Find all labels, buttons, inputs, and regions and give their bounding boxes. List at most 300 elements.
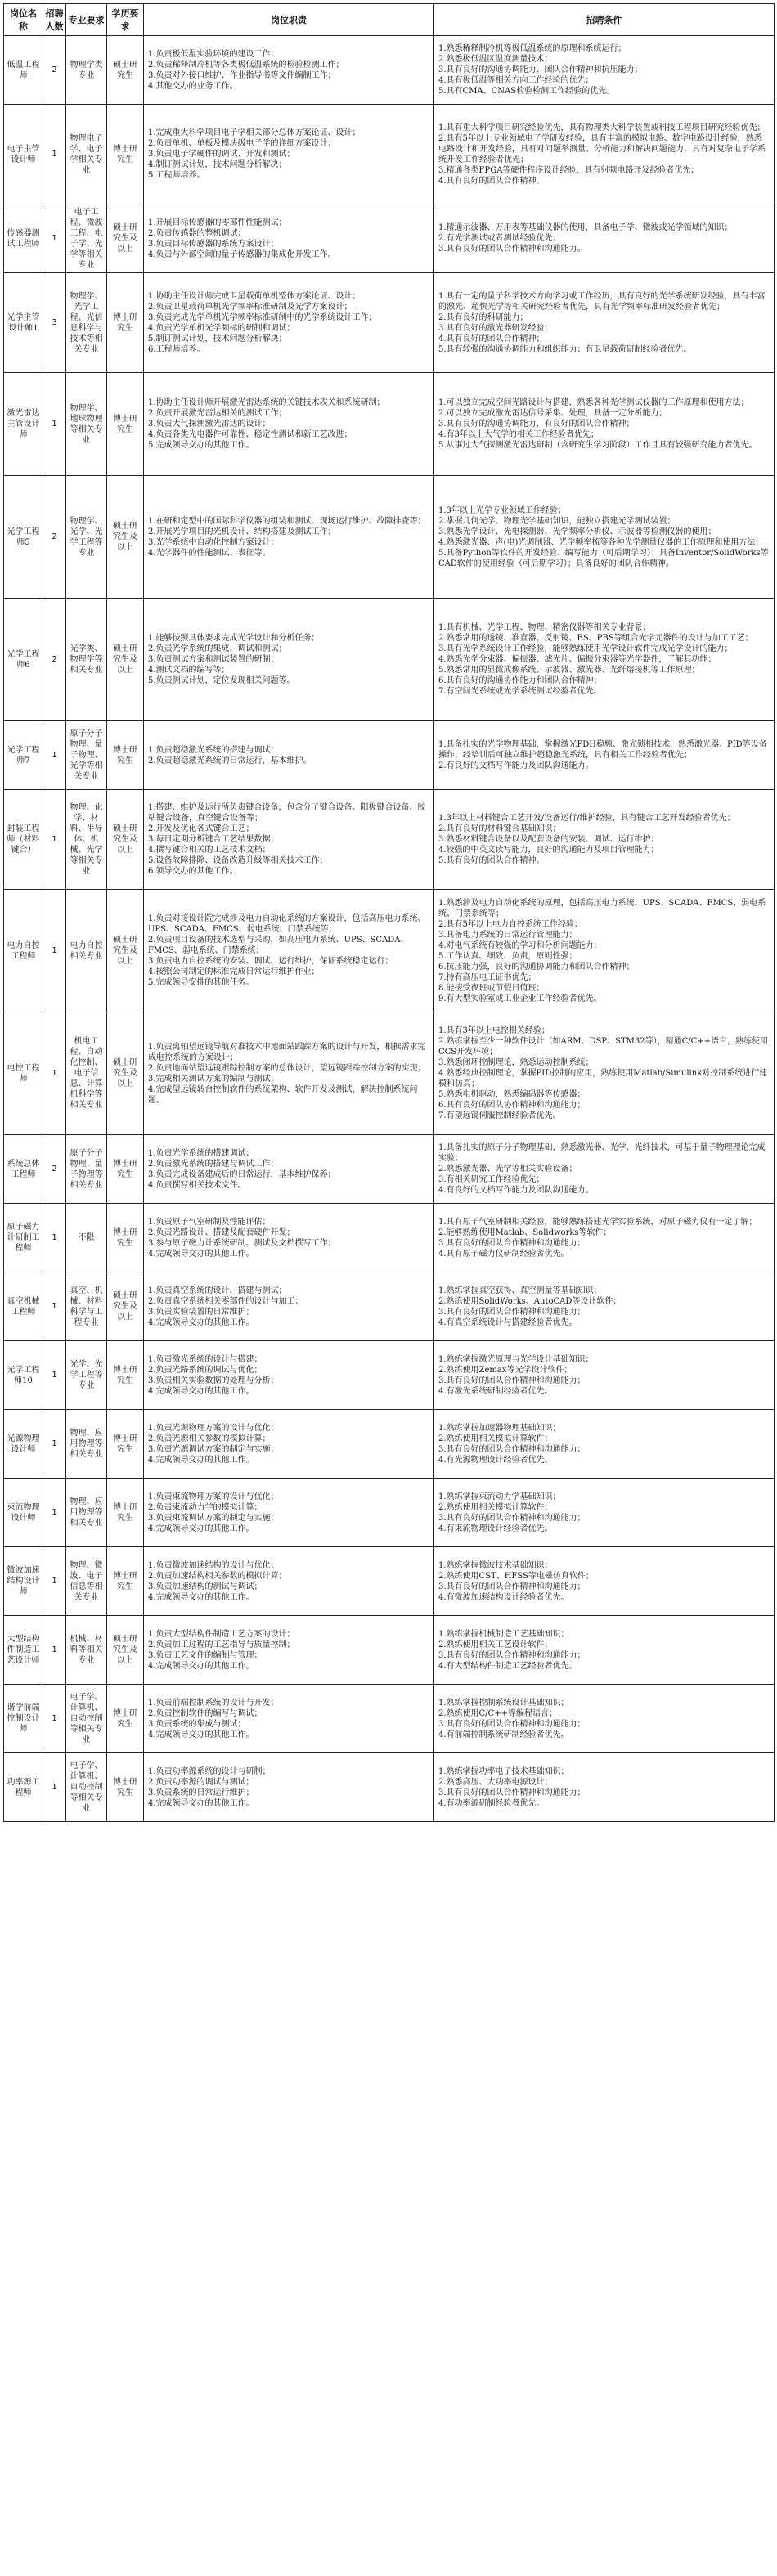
table-row (4, 1616, 775, 1685)
duty-item: 4.按照公司制定的标准完成日常运行维护作业； (148, 967, 320, 976)
position-name-cell: 光学工程师6 (4, 599, 43, 721)
table-row (4, 204, 775, 273)
headcount-cell: 1 (43, 1012, 66, 1135)
major-cell: 不限 (66, 1204, 107, 1272)
recruitment-table (3, 3, 775, 1822)
duty-item: 4.撰写键合相关的工艺技术文档； (148, 846, 271, 855)
duty-item: 5.完成领导安排的其他任务。 (148, 978, 254, 987)
condition-item: 8.能接受夜班或节假日值班； (438, 983, 545, 993)
condition-item: 4.有束流物理设计经验者优先。 (438, 1524, 553, 1533)
duty-item: 5.制订测试计划，技术问题分析解决； (148, 334, 287, 343)
major-cell: 物理学、地球物理等相关专业 (66, 373, 107, 476)
duty-item: 3.完成相关测试方案的编制与测试； (148, 1074, 279, 1084)
condition-item: 1.熟练掌握激光原理与光学设计基础知识； (438, 1354, 594, 1364)
duty-item: 5.负责测试计划，定位发现相关问题等。 (148, 676, 295, 685)
duty-item: 3.光学系统中自动化控制方案设计； (148, 537, 279, 547)
duty-item: 2.负责传感器的整机调试； (148, 228, 246, 238)
conditions-cell (434, 1204, 775, 1272)
table-row (4, 373, 775, 476)
duty-item: 2.负责卫星载荷单机光学频率标准研制及光学方案设计； (148, 302, 353, 312)
condition-item: 9.有大型实验室或工业企业工作经验者优先。 (438, 994, 602, 1003)
duty-item: 2.开发及优化各式键合工艺； (148, 824, 254, 833)
conditions-cell (434, 1685, 775, 1753)
condition-item: 3.具有良好的团队合作精神和沟通能力； (438, 1513, 586, 1523)
conditions-cell (434, 790, 775, 890)
condition-item: 1.熟练掌握功率电子技术基础知识； (438, 1766, 569, 1776)
duty-item: 2.负责功率源的调试与测试； (148, 1777, 254, 1787)
duty-item: 1.负责大型结构件制造工艺方案的设计； (148, 1629, 295, 1639)
duty-item: 2.负责加工过程的工艺指导与质量控制； (148, 1640, 295, 1649)
duty-item: 6.工程师培养。 (148, 344, 205, 354)
table-row (4, 1135, 775, 1204)
major-cell: 物理、化学、材料、半导体、机械、光学等相关专业 (66, 790, 107, 890)
duty-item: 4.负责与外部空间的量子传感器的集成化开发工作。 (148, 249, 336, 259)
major-cell: 原子分子物理、量子物理、光学等相关专业 (66, 721, 107, 790)
table-row (4, 790, 775, 890)
duties-cell (144, 273, 434, 373)
duty-item: 1.负责微波加速结构的设计与优化； (148, 1560, 279, 1570)
duty-item: 2.负责真空系统相关零部件的设计与加工； (148, 1296, 303, 1306)
conditions-cell (434, 599, 775, 721)
header-position-name: 岗位名称 (4, 4, 43, 36)
duty-item: 1.负责束流物理方案的设计与优化； (148, 1492, 279, 1501)
education-cell: 博士研究生 (107, 721, 144, 790)
condition-item: 3.有相关研究工作经验优先； (438, 1175, 545, 1184)
duty-item: 4.其他交办的业务工作。 (148, 81, 238, 91)
table-row (4, 1685, 775, 1753)
table-row (4, 599, 775, 721)
duty-item: 2.负责项目设备的技术选型与采购，如高压电力系统、UPS、SCADA、FMCS、弱电系统、门禁系统； (148, 936, 409, 955)
table-row (4, 890, 775, 1012)
condition-item: 2.熟悉常用的透镜、准直器、反射镜、BS、PBS等组合光学元器件的设计与加工工艺； (438, 634, 753, 643)
condition-item: 2.熟练使用CST、HFSS等电磁仿真软件； (438, 1571, 594, 1581)
condition-item: 4.有良好的文档写作能力及团队沟通能力。 (438, 1186, 594, 1195)
headcount-cell: 1 (43, 790, 66, 890)
position-name-cell: 真空机械工程师 (4, 1272, 43, 1341)
table-row (4, 36, 775, 105)
condition-item: 2.可以独立完成激光雷达信号采集、处理，具备一定分析能力； (438, 409, 667, 418)
headcount-cell: 1 (43, 1410, 66, 1479)
condition-item: 7.有望远镜伺服控制经验者优先。 (438, 1111, 561, 1120)
condition-item: 3.具有良好的团队合作精神和沟通能力； (438, 1650, 586, 1660)
header-major: 专业要求 (66, 4, 107, 36)
duty-item: 2.负责激光系统的搭建与调试工作； (148, 1159, 279, 1169)
duties-cell (144, 1547, 434, 1616)
condition-item: 2.熟练使用C/C++等编程语言； (438, 1708, 557, 1718)
education-cell: 硕士研究生及以上 (107, 1272, 144, 1341)
duties-cell (144, 890, 434, 1012)
condition-item: 4.有光源物理设计经验者优先。 (438, 1455, 553, 1465)
major-cell: 物理电子学、电子学相关专业 (66, 105, 107, 204)
education-cell: 博士研究生 (107, 1753, 144, 1822)
conditions-cell (434, 721, 775, 790)
duty-item: 1.协助主任设计师完成卫星载荷单机整体方案论证、设计； (148, 291, 361, 301)
major-cell: 物理、应用物理等相关专业 (66, 1479, 107, 1547)
conditions-cell (434, 204, 775, 273)
condition-item: 2.熟练掌握至少一种软件设计（如ARM、DSP、STM32等），精通C/C++语言，熟练使用CCS开发环境； (438, 1037, 769, 1057)
condition-item: 1.熟练掌握加速器物理基础知识； (438, 1423, 561, 1433)
duty-item: 2.负责单机、单板及模块级电子学的详细方案设计； (148, 139, 336, 148)
major-cell: 原子分子物理、量子物理等相关专业 (66, 1135, 107, 1204)
duties-cell (144, 1341, 434, 1410)
position-name-cell: 光学工程师7 (4, 721, 43, 790)
header-headcount: 招聘人数 (43, 4, 66, 36)
headcount-cell: 1 (43, 1272, 66, 1341)
duty-item: 4.光学器件的性能测试、表征等。 (148, 548, 271, 558)
duty-item: 5.设备故障排除、设备改造升级等相关技术工作； (148, 856, 328, 865)
conditions-cell (434, 1616, 775, 1685)
position-name-cell: 原子磁力计研制工程师 (4, 1204, 43, 1272)
duty-item: 2.负责控制软件的编写与调试； (148, 1708, 263, 1718)
duty-item: 3.负责大气探测激光雷达的设计； (148, 420, 271, 429)
headcount-cell: 3 (43, 273, 66, 373)
headcount-cell: 1 (43, 1479, 66, 1547)
header-duties: 岗位职责 (144, 4, 434, 36)
duty-item: 2.负责光源相关参数的模拟计算； (148, 1434, 271, 1443)
duty-item: 2.负责开展激光雷达相关的测试工作； (148, 409, 287, 418)
condition-item: 3.具有光学系统设计工作经验，能够熟练使用光学设计软件完成光学设计的能力； (438, 644, 733, 653)
duty-item: 3.负责对外接口维护、作业指导书等文件编制工作； (148, 70, 336, 80)
duty-item: 2.负责加速结构相关参数的模拟计算； (148, 1571, 287, 1581)
duties-cell (144, 1204, 434, 1272)
duty-item: 4.负责撰写相关技术文件。 (148, 1180, 246, 1190)
headcount-cell: 1 (43, 1685, 66, 1753)
position-name-cell: 束流物理设计师 (4, 1479, 43, 1547)
conditions-cell (434, 373, 775, 476)
duty-item: 2.负责束流动力学的模拟计算； (148, 1502, 263, 1512)
condition-item: 2.有良好的文档写作能力及团队沟通能力。 (438, 761, 594, 770)
position-name-cell: 大型结构件制造工艺设计师 (4, 1616, 43, 1685)
duty-item: 4.制订测试计划，技术问题分析解决； (148, 160, 287, 169)
duty-item: 3.负责测试方案和测试装置的研制； (148, 655, 279, 664)
condition-item: 4.具有极低温等相关方向工作经验的优先； (438, 76, 594, 85)
headcount-cell: 1 (43, 890, 66, 1012)
condition-item: 1.熟练掌握控制系统设计基础知识； (438, 1698, 569, 1708)
table-row (4, 1272, 775, 1341)
table-row (4, 273, 775, 373)
duty-item: 3.负责光源调试方案的制定与实施； (148, 1444, 279, 1454)
condition-item: 3.具有良好的团队合作精神和沟通能力； (438, 1307, 586, 1317)
duty-item: 3.负责电子学硬件的调试、开发和测试； (148, 150, 295, 159)
condition-item: 4.有大型结构件制造工艺经验者优先。 (438, 1661, 577, 1671)
duty-item: 3.每日定期分析键合工艺结果数据； (148, 835, 279, 844)
duty-item: 1.负责超稳激光系统的搭建与调试； (148, 745, 279, 755)
duty-item: 1.负责对接设计院完成涉及电力自动化系统的方案设计，包括高压电力系统、UPS、SCADA、FMCS、弱电系统、门禁系统等； (148, 914, 426, 934)
conditions-cell (434, 1547, 775, 1616)
duty-item: 2.负责光学系统的集成、调试和测试； (148, 644, 287, 653)
condition-item: 5.具备Python等软件的开发经验、编写能力（可后期学习）；具备Inventor/SolidWorks等CAD软件的使用经验（可后期学习）；具备良好的团队合作精神。 (438, 548, 769, 568)
education-cell: 硕士研究生及以上 (107, 890, 144, 1012)
condition-item: 3.具有良好的团队合作精神和沟通能力； (438, 1238, 586, 1248)
position-name-cell: 光学主管设计师1 (4, 273, 43, 373)
headcount-cell: 1 (43, 1547, 66, 1616)
conditions-cell (434, 1753, 775, 1822)
condition-item: 7.有空间光系统或光学系统测试经验者优先。 (438, 687, 602, 696)
education-cell: 博士研究生 (107, 1135, 144, 1204)
duties-cell (144, 1479, 434, 1547)
condition-item: 1.熟悉稀释制冷机等极低温系统的原理和系统运行； (438, 44, 627, 53)
headcount-cell: 1 (43, 721, 66, 790)
position-name-cell: 低温工程师 (4, 36, 43, 105)
headcount-cell: 1 (43, 373, 66, 476)
condition-item: 4.熟悉光学分束器、偏振器、滤光片、偏振分束器等光学器件，了解其功能； (438, 655, 716, 664)
condition-item: 7.持有高压电工证书优先； (438, 972, 537, 982)
position-name-cell: 光源物理设计师 (4, 1410, 43, 1479)
conditions-cell (434, 1410, 775, 1479)
major-cell: 机电工程、自动化控制、电子信息、计算机科学等相关专业 (66, 1012, 107, 1135)
condition-item: 1.3年以上材料键合工艺开发/设备运行/维护经验，具有键合工艺开发经验者优先； (438, 814, 735, 823)
condition-item: 6.具有良好的团队协作精神和沟通能力； (438, 1101, 586, 1110)
duty-item: 1.负责原子气室研制及性能评估； (148, 1217, 271, 1227)
position-name-cell: 系统总体工程师 (4, 1135, 43, 1204)
duty-item: 1.负责前端控制系统的设计与开发； (148, 1698, 279, 1708)
condition-item: 1.可以独立完成空间光路设计与搭建，熟悉各种光学测试仪器的工作原理和使用方法； (438, 398, 749, 407)
duty-item: 2.负责光路设计、搭建及配套硬件开发； (148, 1227, 295, 1237)
position-name-cell: 功率源工程师 (4, 1753, 43, 1822)
duty-item: 3.负责完成设备建成后的日常运行，基本维护保养； (148, 1169, 336, 1179)
condition-item: 2.掌握几何光学、物理光学基础知识，能独立搭建光学测试装置； (438, 516, 676, 526)
major-cell: 物理学、光学、光学工程等专业 (66, 476, 107, 599)
duty-item: 4.完成领导交办的其他工作。 (148, 1386, 254, 1396)
condition-item: 3.具有良好的沟通协调能力，有良好的团队合作精神； (438, 420, 635, 429)
duties-cell (144, 204, 434, 273)
condition-item: 1.熟练掌握微波技术基础知识； (438, 1560, 553, 1570)
conditions-cell (434, 1479, 775, 1547)
duties-cell (144, 36, 434, 105)
duty-item: 2.负责超稳激光系统的日常运行，基本维护。 (148, 756, 312, 765)
duties-cell (144, 1753, 434, 1822)
duty-item: 4.完成领导交办的其他工作。 (148, 1249, 254, 1259)
condition-item: 3.具有良好的团队合作精神和沟通能力； (438, 1376, 586, 1385)
position-name-cell: 谐学前端控制设计师 (4, 1685, 43, 1753)
duty-item: 3.负责实验装置的日常维护； (148, 1307, 254, 1317)
condition-item: 1.具有原子气室研制相关经验，能够熟练搭建光学实验系统，对原子磁力仪有一定了解； (438, 1217, 757, 1227)
condition-item: 1.熟悉涉及电力自动化系统的原理，包括高压电力系统、UPS、SCADA、FMCS、弱电系统、门禁系统等； (438, 898, 766, 918)
major-cell: 物理、应用物理等相关专业 (66, 1410, 107, 1479)
condition-item: 3.熟悉材料键合设备以及配套设备的安装、调试、运行维护； (438, 835, 659, 844)
condition-item: 5.从事过大气探测激光雷达研制（含研究生学习阶段）工作且具有较强研究能力者优先。 (438, 441, 757, 450)
condition-item: 2.能够熟练使用Matlab、Solidworks等软件； (438, 1227, 612, 1237)
education-cell: 博士研究生 (107, 273, 144, 373)
education-cell: 博士研究生 (107, 373, 144, 476)
major-cell: 电子学、计算机、自动控制等相关专业 (66, 1753, 107, 1822)
condition-item: 4.较强的中英文读写能力，良好的沟通能力及项目管理能力； (438, 846, 659, 855)
duty-item: 1.负责光源物理方案的设计与优化； (148, 1423, 279, 1433)
condition-item: 4.熟悉激光器、声(电)光调制器、光学频率梳等各种光学测量仪器的工作原理和使用方法； (438, 537, 764, 547)
condition-item: 2.熟悉高压、大功率电源设计； (438, 1777, 553, 1787)
headcount-cell: 1 (43, 1616, 66, 1685)
condition-item: 2.熟悉极低温区温度测量技术； (438, 55, 553, 64)
major-cell: 物理、微波、电子信息等相关专业 (66, 1547, 107, 1616)
condition-item: 3.具有良好的激光器研发经验； (438, 323, 553, 333)
condition-item: 4.有功率源研制经验者优先。 (438, 1798, 545, 1808)
headcount-cell: 2 (43, 36, 66, 105)
condition-item: 4.对电气系统有较强的学习和分析问题能力； (438, 940, 602, 950)
duties-cell (144, 1272, 434, 1341)
duties-cell (144, 599, 434, 721)
duty-item: 4.完成领导交办的其他工作。 (148, 1524, 254, 1533)
condition-item: 1.具有一定的量子科学技术方向学习或工作经历，具有良好的光学系统研发经验，具有丰富的激光、超快光学等相关研究经验者优先，具有光学频率标准研发经验者优先； (438, 291, 766, 312)
condition-item: 1.具有重大科学项目研究经验优先，具有物理类大科学装置或科技工程项目研究经验优先； (438, 123, 766, 132)
duty-item: 3.负责目标传感器的系统方案设计； (148, 239, 279, 249)
condition-item: 3.具有良好的团队合作精神和沟通能力； (438, 1788, 586, 1797)
condition-item: 3.熟悉光学设计、光电探测器、光学频率分析仪、示波器等检测仪器的使用； (438, 527, 716, 536)
conditions-cell (434, 36, 775, 105)
condition-item: 4.有微波加速结构设计经验者优先。 (438, 1592, 569, 1602)
education-cell: 硕士研究生及以上 (107, 476, 144, 599)
position-name-cell: 光学工程师5 (4, 476, 43, 599)
condition-item: 1.3年以上光学专业领域工作经验； (438, 505, 566, 515)
duties-cell (144, 721, 434, 790)
education-cell: 硕士研究生及以上 (107, 790, 144, 890)
condition-item: 3.具有良好的团队合作精神和沟通能力。 (438, 245, 586, 254)
duty-item: 4.负责光学单机光学频标的研制和调试； (148, 323, 295, 333)
position-name-cell: 电控工程师 (4, 1012, 43, 1135)
table-row (4, 721, 775, 790)
headcount-cell: 2 (43, 476, 66, 599)
position-name-cell: 传感器测试工程师 (4, 204, 43, 273)
major-cell: 电力自控相关专业 (66, 890, 107, 1012)
condition-item: 2.具有良好的材料键合基础知识； (438, 824, 561, 833)
duties-cell (144, 476, 434, 599)
education-cell: 硕士研究生及以上 (107, 1012, 144, 1135)
major-cell: 机械、材料等相关专业 (66, 1616, 107, 1685)
duties-cell (144, 1135, 434, 1204)
condition-item: 1.具备扎实的光学物理基础，掌握激光PDH稳频、激光锁相技术，熟悉激光器、PID等设备操作，经培训后可独立维护超稳激光系统，具有相关工作经验者优先； (438, 740, 767, 760)
education-cell: 硕士研究生及以上 (107, 1616, 144, 1685)
duty-item: 1.协助主任设计师开展激光雷达系统的关键技术攻关和系统研制； (148, 398, 385, 407)
headcount-cell: 1 (43, 105, 66, 204)
duty-item: 4.完成领导交办的其他工作。 (148, 1798, 254, 1808)
condition-item: 5.具有CMA、CNAS检验检测工作经验的优先。 (438, 87, 615, 96)
duty-item: 1.负责极低温实验环境的建设工作； (148, 49, 279, 59)
major-cell: 光学、光学工程等专业 (66, 1341, 107, 1410)
duty-item: 3.负责工艺文件的编制与管理； (148, 1650, 263, 1660)
duty-item: 1.在研和定型中的国际科学仪器的组装和测试、现场运行维护、故障排查等； (148, 516, 426, 526)
education-cell: 博士研究生 (107, 1204, 144, 1272)
header-education: 学历要求 (107, 4, 144, 36)
duty-item: 3.负责系统的集成与测试； (148, 1719, 246, 1729)
duty-item: 1.能够按照具体要求完成光学设计和分析任务； (148, 634, 320, 643)
headcount-cell: 1 (43, 1753, 66, 1822)
condition-item: 2.具有良好的科研能力； (438, 312, 528, 322)
duty-item: 3.参与原子磁力计系统研制、测试及文档撰写工作； (148, 1238, 336, 1248)
condition-item: 2.具有5年以上专业领域电子学研发经验，具有丰富的模拟电路、数字电路设计经验，熟悉电路设计和开发经验，具有对问题举测量、分析能力和解决问题能力，具有对复杂电子学系统开发工作经验者优先； (438, 133, 766, 164)
duties-cell (144, 373, 434, 476)
condition-item: 4.具有良好的团队合作精神； (438, 334, 545, 343)
conditions-cell (434, 105, 775, 204)
recruitment-page (3, 3, 774, 1822)
headcount-cell: 1 (43, 1204, 66, 1272)
condition-item: 2.熟练使用相关模拟计算软件； (438, 1502, 553, 1512)
duty-item: 3.负责系统的日常运行维护； (148, 1788, 254, 1797)
condition-item: 5.具有良好的团队合作精神。 (438, 856, 545, 865)
conditions-cell (434, 1135, 775, 1204)
duty-item: 2.开展光学项目的光机设计、结构搭建及测试工作； (148, 527, 336, 536)
conditions-cell (434, 890, 775, 1012)
conditions-cell (434, 476, 775, 599)
table-row (4, 1753, 775, 1822)
condition-item: 1.熟练掌握束流动力学基础知识； (438, 1492, 561, 1501)
duty-item: 5.工程师培养。 (148, 171, 205, 180)
education-cell: 硕士研究生及以上 (107, 204, 144, 273)
position-name-cell: 光学工程师10 (4, 1341, 43, 1410)
condition-item: 4.具有原子磁力仪研制经验者优先。 (438, 1249, 569, 1259)
position-name-cell: 微波加速结构设计师 (4, 1547, 43, 1616)
education-cell: 博士研究生 (107, 105, 144, 204)
duty-item: 4.完成望远镜转台控制软件的系统架构、软件开发及测试，解决控制系统问题。 (148, 1084, 418, 1105)
duty-item: 1.完成重大科学项目电子学相关部分总体方案论证、设计； (148, 128, 361, 137)
education-cell: 硕士研究生及以上 (107, 599, 144, 721)
duty-item: 2.负责光路系统的调试与优化； (148, 1365, 263, 1375)
condition-item: 4.熟悉经典控制理论，掌握PID控制的应用，熟练使用Matlab/Simulink对控制系统进行建模和仿真； (438, 1069, 768, 1088)
condition-item: 1.具备扎实的原子分子物理基础，熟悉激光器、光学、光纤技术，可基于量子物理理论完成实验； (438, 1143, 766, 1163)
condition-item: 1.熟练掌握机械制造工艺基础知识； (438, 1629, 569, 1639)
position-name-cell: 电子主管设计师 (4, 105, 43, 204)
table-row (4, 1479, 775, 1547)
duties-cell (144, 1012, 434, 1135)
condition-item: 2.熟练使用相关工艺设计软件； (438, 1640, 553, 1649)
condition-item: 3.具备电力系统的日常运行管理能力； (438, 930, 577, 940)
duties-cell (144, 790, 434, 890)
duty-item: 2.负责稀释制冷机等各类极低温系统的检验检测工作； (148, 60, 344, 70)
table-row (4, 1341, 775, 1410)
major-cell: 电子工程、微波工程、电子学、光学等相关专业 (66, 204, 107, 273)
major-cell: 物理学类专业 (66, 36, 107, 105)
table-row (4, 476, 775, 599)
duty-item: 3.负责加速结构的测试与调试； (148, 1582, 263, 1591)
condition-item: 1.精通示波器、万用表等基础仪器的使用，具备电子学、微波或光学领域的知识； (438, 223, 733, 232)
condition-item: 2.熟练使用Zemax等光学设计软件； (438, 1365, 573, 1375)
duties-cell (144, 1616, 434, 1685)
condition-item: 3.熟悉闭环控制理论，熟悉运动控制系统； (438, 1058, 594, 1067)
duty-item: 1.负责离轴望远镜导航对准技术中地面站跟踪方案的设计与开发，根据需求完成电控系统的方案设计； (148, 1042, 426, 1062)
conditions-cell (434, 1272, 775, 1341)
duty-item: 1.搭建、维护及运行所负责键合设备，包含分子键合设备、阳极键合设备、胶粘键合设备，真空键合设备等； (148, 803, 426, 823)
table-header-row (4, 4, 775, 36)
condition-item: 6.具有良好的沟通协作能力和团队合作精神； (438, 676, 602, 685)
duties-cell (144, 1410, 434, 1479)
condition-item: 5.熟悉常用的显微成像系统、示波器、激光器、光纤熔接机等工作原理； (438, 666, 700, 675)
major-cell: 光学类、物理学等相关专业 (66, 599, 107, 721)
duty-item: 1.负责功率源系统的设计与研制； (148, 1766, 271, 1776)
major-cell: 电子学、计算机、自动控制等相关专业 (66, 1685, 107, 1753)
duties-cell (144, 105, 434, 204)
condition-item: 2.熟悉激光器、光学等相关实验设备； (438, 1165, 577, 1174)
duty-item: 4.完成领导交办的其他工作。 (148, 1592, 254, 1602)
duty-item: 2.负责地面站望远镜跟踪控制方案的总体设计，望远镜跟踪控制方案的实现； (148, 1063, 426, 1073)
table-row (4, 1410, 775, 1479)
condition-item: 4.有真空系统设计与搭建经验者优先。 (438, 1317, 577, 1327)
duty-item: 1.开展目标传感器的零部件性能测试； (148, 218, 287, 227)
condition-item: 4.有激光系统研制经验者优先。 (438, 1386, 553, 1396)
duty-item: 1.负责光学系统的搭建调试； (148, 1148, 254, 1158)
table-row (4, 1204, 775, 1272)
table-row (4, 1547, 775, 1616)
duty-item: 3.负责相关实验数据的处理与分析； (148, 1376, 279, 1385)
position-name-cell: 电力自控工程师 (4, 890, 43, 1012)
duty-item: 3.负责完成光学单机光学频率标准研制中的光学系统设计工作； (148, 312, 377, 322)
condition-item: 2.熟练使用相关模拟计算软件； (438, 1434, 553, 1443)
major-cell: 物理学、光学工程、光信息科学与技术等相关专业 (66, 273, 107, 373)
condition-item: 5.具有较强的沟通协调能力和组织能力；有卫星载荷研制经验者优先。 (438, 344, 692, 354)
duties-cell (144, 1685, 434, 1753)
table-row (4, 105, 775, 204)
duty-item: 4.负责各类光电器件可靠性、稳定性测试和新工艺改进； (148, 430, 353, 439)
conditions-cell (434, 1341, 775, 1410)
condition-item: 3.具有良好的团队合作精神和沟通能力； (438, 1582, 586, 1591)
duty-item: 1.负责真空系统的设计、搭建与测试； (148, 1286, 287, 1295)
